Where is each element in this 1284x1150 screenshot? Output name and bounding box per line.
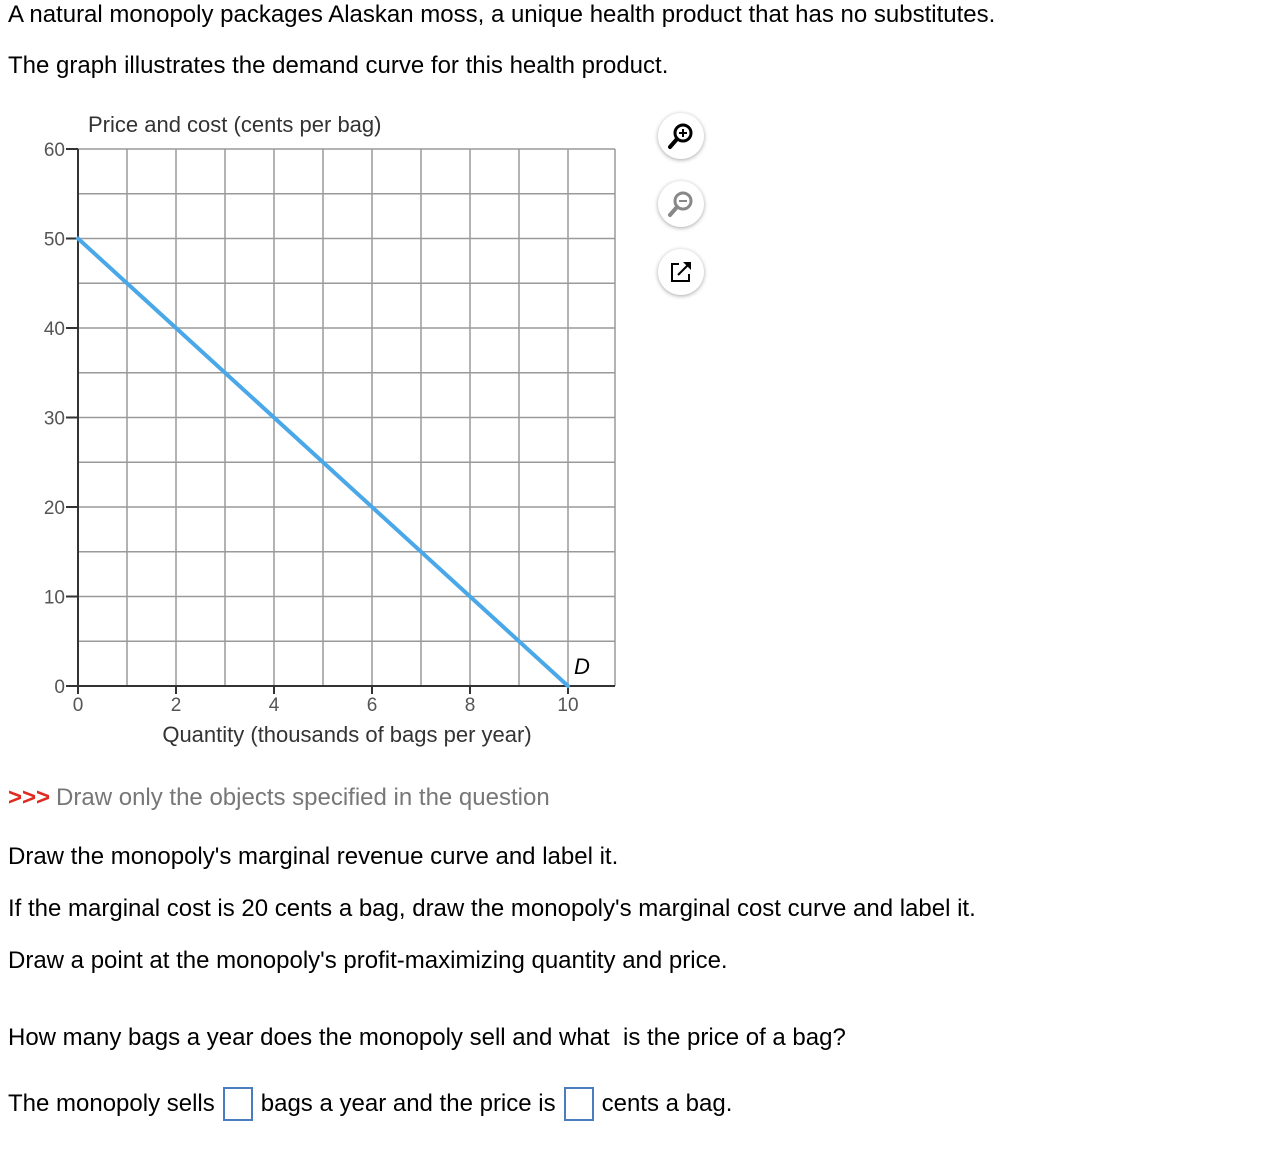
answer-text-2: bags a year and the price is (260, 1090, 556, 1117)
demand-chart[interactable] (0, 100, 640, 760)
zoom-out-button[interactable] (658, 181, 704, 227)
answer-text-1: The monopoly sells (8, 1090, 215, 1117)
answer-row (8, 1087, 732, 1121)
answer-text-3: cents a bag. (601, 1090, 733, 1117)
y-tick-label: 40 (43, 319, 65, 340)
y-tick-label: 60 (43, 140, 65, 161)
popout-icon (668, 259, 694, 285)
intro-line-2: The graph illustrates the demand curve for this health product. (8, 52, 669, 79)
intro-line-1: A natural monopoly packages Alaskan moss, a unique health product that has no substitutes. (8, 1, 996, 28)
instruction-line (8, 783, 550, 813)
chart-axes (44, 140, 615, 716)
x-tick-label: 4 (268, 695, 280, 716)
x-tick-label: 6 (366, 695, 378, 716)
chart-grid (78, 149, 615, 686)
quantity-input[interactable] (223, 1087, 253, 1121)
price-input[interactable] (564, 1087, 594, 1121)
x-tick-label: 8 (464, 695, 476, 716)
x-tick-label: 10 (557, 695, 579, 716)
question-4: How many bags a year does the monopoly sell and what is the price of a bag? (8, 1024, 846, 1051)
question-3: Draw a point at the monopoly's profit-maximizing quantity and price. (8, 947, 728, 974)
x-tick-label: 0 (72, 695, 84, 716)
zoom-out-icon (666, 189, 696, 219)
demand-curve-label: D (574, 654, 590, 679)
y-tick-label: 20 (43, 498, 65, 519)
y-tick-label: 0 (54, 677, 65, 698)
x-tick-label: 2 (170, 695, 182, 716)
y-axis-label: Price and cost (cents per bag) (88, 112, 382, 137)
y-tick-label: 50 (43, 229, 65, 251)
instruction-text: Draw only the objects specified in the question (56, 784, 550, 811)
question-2: If the marginal cost is 20 cents a bag, draw the monopoly's marginal cost curve and label it. (8, 895, 976, 922)
zoom-in-button[interactable] (658, 113, 704, 159)
instruction-arrows: >>> (8, 784, 51, 811)
popout-button[interactable] (658, 249, 704, 295)
y-tick-label: 10 (43, 587, 65, 609)
question-1: Draw the monopoly's marginal revenue curve and label it. (8, 843, 619, 870)
x-axis-label: Quantity (thousands of bags per year) (162, 722, 532, 747)
zoom-in-icon (666, 121, 696, 151)
y-tick-label: 30 (43, 408, 65, 430)
